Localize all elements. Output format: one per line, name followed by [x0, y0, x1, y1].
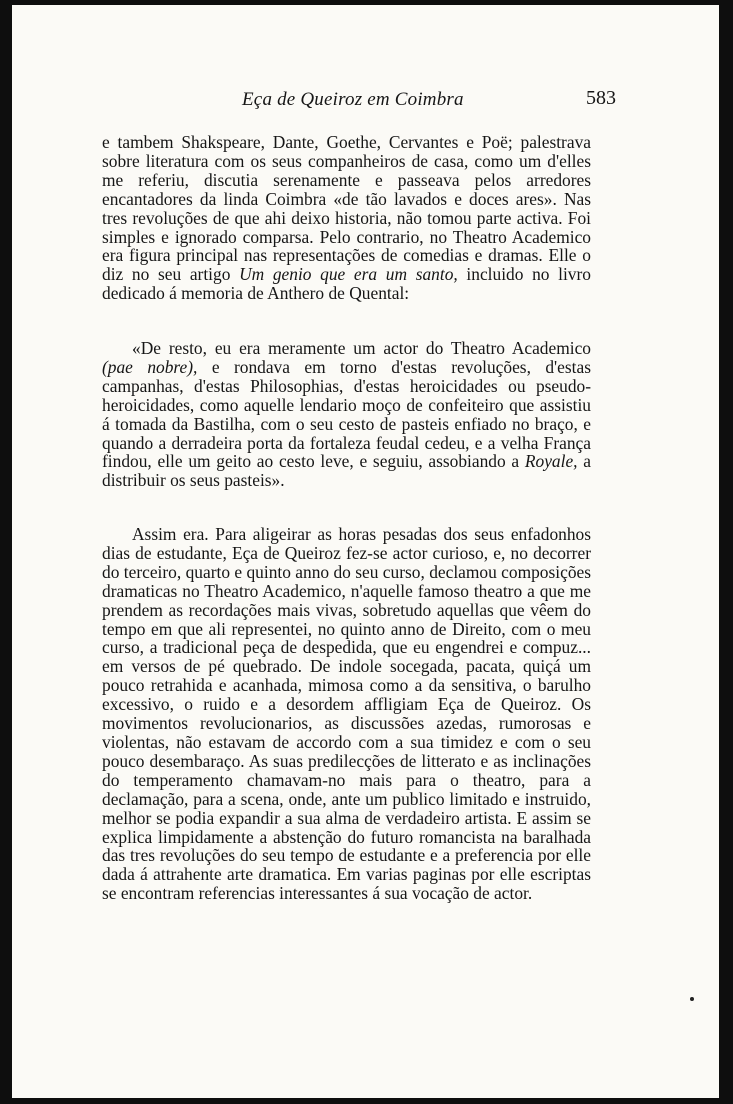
paragraph-text: incluido no livro dedicado á memoria de Anthero de Quental: — [102, 264, 591, 304]
running-title: Eça de Queiroz em Coimbra — [242, 89, 464, 110]
paragraph-text: e tambem Shakspeare, Dante, Goethe, Cervantes e Poë; palestrava sobre literatura com os seus companheiros de casa, como um d'elles me referiu, discutia serenamente e passeava pelos arredores encantadores da linda Coimbra «de tão lavados e doces ares». Nas tres revoluções de que ahi deixo historia, não tomou parte activa. Foi simples e ignorado comparsa. Pelo contrario, no Theatro Academico era figura principal nas representações de comedias e dramas. Elle o diz no seu artigo — [102, 132, 591, 285]
article-title: Um genio que era um santo, — [239, 264, 458, 285]
page-number: 583 — [586, 87, 616, 109]
quote-italic-role: (pae nobre), — [102, 356, 198, 377]
paragraph-main — [102, 525, 591, 903]
quote-text: «De resto, eu era meramente um actor do Theatro Academico — [132, 338, 591, 358]
block-quote — [102, 339, 591, 490]
page-header — [230, 89, 616, 117]
paragraph-text: Assim era. Para aligeirar as horas pesadas dos seus enfadonhos dias de estudante, Eça de Queiroz fez-se actor curioso, e, no decorrer do terceiro, quarto e quinto anno do seu curso, declamou composições dramaticas no Theatro Academico, n'aquelle famoso theatro a que me prendem as recordações mais vivas, sobretudo aquellas que vêem do tempo em que ali representei, no quinto anno de Direito, com o meu curso, a tradicional peça de despedida, que eu engendrei e compuz... em versos de pé quebrado. De indole socegada, pacata, quiçá um pouco retrahida e acanhada, mimosa como a da sensitiva, o barulho excessivo, o ruido e a desordem affligiam Eça de Queiroz. Os movimentos revolucionarios, as discussões azedas, rumorosas e violentas, não estavam de accordo com a sua timidez e com o seu pouco desembaraço. As suas predilecções de litterato e as inclinações do temperamento chamavam-no mais para o theatro, para a declamação, para a scena, onde, ante um publico limitado e instruido, melhor se podia expandir a sua alma de verdadeiro artista. E assim se explica limpidamente a abstenção do futuro romancista na baralhada das tres revoluções do seu tempo de estudante e a preferencia por elle dada á attrahente arte dramatica. Em varias paginas por elle escriptas se encontram referencias interessantes á sua vocação de actor. — [102, 524, 591, 904]
ink-speck — [690, 997, 694, 1001]
quote-italic-song: Royale, — [524, 451, 578, 472]
quote-text: e rondava em torno d'estas revoluções, d'estas campanhas, d'estas Philosophias, d'estas heroicidades ou pseudo-heroicidades, como aquelle lendario moço de confeiteiro que assistiu á tomada da Bastilha, com o seu cesto de pasteis enfiado no braço, e quando a derradeira porta da fortaleza feudal cedeu, e a velha França findou, elle um geito ao cesto leve, e seguiu, assobiando a — [102, 356, 591, 472]
paragraph-intro — [102, 133, 591, 303]
quote-text: a distribuir os seus pasteis». — [102, 451, 591, 491]
